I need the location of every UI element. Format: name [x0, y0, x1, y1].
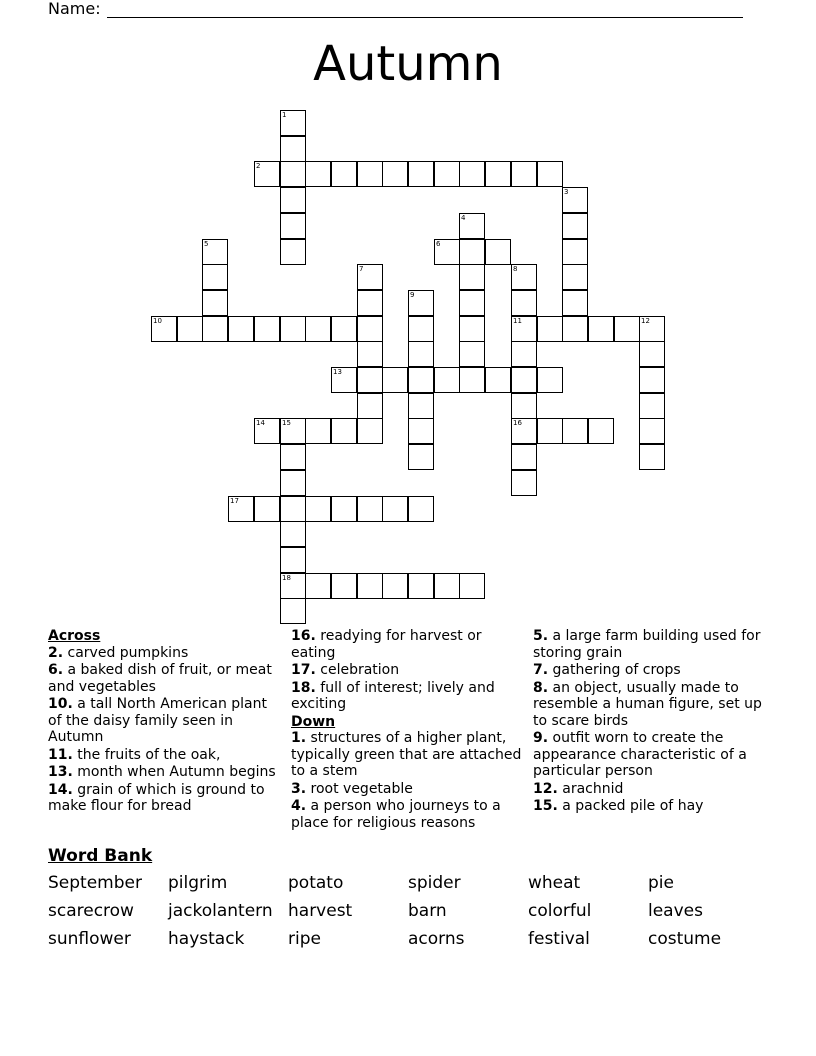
clue-across-11: 11. the fruits of the oak, [48, 746, 221, 763]
word-bank-item: scarecrow [48, 901, 134, 921]
clue-down-15: 15. a packed pile of hay [533, 798, 704, 814]
word-bank-item: costume [648, 929, 722, 949]
across-heading: Across [48, 628, 101, 644]
crossword-cell[interactable] [511, 367, 537, 393]
clue-number: 18 [282, 574, 291, 582]
clue-number: 7 [359, 265, 364, 273]
crossword-cell[interactable] [562, 239, 588, 265]
crossword-cell[interactable] [280, 598, 306, 624]
word-bank-item: festival [528, 929, 590, 949]
crossword-cell[interactable] [280, 110, 306, 136]
crossword-cell[interactable] [177, 316, 203, 342]
crossword-cell[interactable] [511, 341, 537, 367]
clue-across-16: 16. readying for harvest or eating [291, 628, 482, 661]
clue-number: 14 [256, 419, 265, 427]
clue-across-17: 17. celebration [291, 662, 400, 678]
clue-number: 13 [333, 368, 342, 376]
word-bank-item: acorns [408, 929, 465, 949]
crossword-cell[interactable] [485, 239, 511, 265]
crossword-cell[interactable] [459, 264, 485, 290]
crossword-cell[interactable] [408, 316, 434, 342]
crossword-cell[interactable] [305, 496, 331, 522]
crossword-cell[interactable] [459, 239, 485, 265]
word-bank-item: harvest [288, 901, 353, 921]
crossword-cell[interactable] [280, 521, 306, 547]
clue-down-12: 12. arachnid [533, 780, 624, 797]
word-bank-item: leaves [648, 901, 703, 921]
crossword-cell[interactable] [408, 496, 434, 522]
crossword-cell[interactable] [408, 161, 434, 187]
crossword-cell[interactable] [382, 367, 408, 393]
crossword-cell[interactable] [459, 161, 485, 187]
crossword-cell[interactable] [588, 316, 614, 342]
crossword-cell[interactable] [562, 187, 588, 213]
clue-number: 16 [513, 419, 522, 427]
crossword-cell[interactable] [408, 341, 434, 367]
crossword-cell[interactable] [202, 316, 228, 342]
crossword-cell[interactable] [305, 418, 331, 444]
crossword-cell[interactable] [511, 290, 537, 316]
crossword-cell[interactable] [357, 573, 383, 599]
clue-down-8: 8. an object, usually made to resemble a human figure, set up to scare birds [533, 679, 762, 729]
clues-column-1 [48, 628, 280, 816]
crossword-cell[interactable] [639, 316, 665, 342]
crossword-cell[interactable] [511, 418, 537, 444]
clue-number: 11 [513, 317, 522, 325]
clue-number: 12 [641, 317, 650, 325]
clues-column-2 [291, 628, 523, 832]
crossword-cell[interactable] [202, 239, 228, 265]
crossword-cell[interactable] [537, 367, 563, 393]
crossword-cell[interactable] [280, 573, 306, 599]
crossword-cell[interactable] [434, 573, 460, 599]
clue-number: 5 [204, 240, 209, 248]
crossword-cell[interactable] [357, 161, 383, 187]
crossword-cell[interactable] [511, 444, 537, 470]
crossword-cell[interactable] [485, 367, 511, 393]
crossword-cell[interactable] [408, 573, 434, 599]
clue-across-14: 14. grain of which is ground to make flour for bread [48, 781, 265, 814]
word-bank-item: wheat [528, 873, 581, 893]
crossword-cell[interactable] [280, 418, 306, 444]
word-bank-item: pilgrim [168, 873, 228, 893]
crossword-cell[interactable] [331, 367, 357, 393]
clue-across-10: 10. a tall North American plant of the daisy family seen in Autumn [48, 696, 267, 745]
crossword-cell[interactable] [562, 418, 588, 444]
clue-down-1: 1. structures of a higher plant, typically green that are attached to a stem [291, 730, 522, 779]
crossword-cell[interactable] [614, 316, 640, 342]
crossword-cell[interactable] [459, 213, 485, 239]
word-bank-item: September [48, 873, 142, 893]
crossword-cell[interactable] [562, 290, 588, 316]
crossword-cell[interactable] [382, 161, 408, 187]
crossword-cell[interactable] [408, 393, 434, 419]
crossword-cell[interactable] [511, 470, 537, 496]
crossword-cell[interactable] [305, 573, 331, 599]
word-bank-title: Word Bank [48, 846, 153, 866]
crossword-cell[interactable] [331, 161, 357, 187]
clue-down-9: 9. outfit worn to create the appearance characteristic of a particular person [533, 730, 747, 779]
crossword-cell[interactable] [254, 496, 280, 522]
crossword-cell[interactable] [305, 316, 331, 342]
crossword-cell[interactable] [459, 290, 485, 316]
clue-number: 15 [282, 419, 291, 427]
crossword-cell[interactable] [511, 161, 537, 187]
crossword-cell[interactable] [408, 444, 434, 470]
clue-down-5: 5. a large farm building used for storing grain [533, 628, 761, 661]
crossword-cell[interactable] [202, 290, 228, 316]
crossword-cell[interactable] [331, 316, 357, 342]
crossword-cell[interactable] [254, 418, 280, 444]
crossword-cell[interactable] [357, 496, 383, 522]
crossword-cell[interactable] [562, 213, 588, 239]
clue-number: 17 [230, 497, 239, 505]
crossword-cell[interactable] [280, 547, 306, 573]
crossword-cell[interactable] [280, 239, 306, 265]
crossword-cell[interactable] [459, 573, 485, 599]
crossword-cell[interactable] [434, 239, 460, 265]
crossword-cell[interactable] [639, 393, 665, 419]
crossword-cell[interactable] [639, 444, 665, 470]
crossword-cell[interactable] [357, 418, 383, 444]
crossword-cell[interactable] [357, 290, 383, 316]
crossword-cell[interactable] [639, 418, 665, 444]
crossword-cell[interactable] [459, 367, 485, 393]
crossword-cell[interactable] [280, 470, 306, 496]
crossword-cell[interactable] [562, 264, 588, 290]
crossword-cell[interactable] [254, 316, 280, 342]
crossword-cell[interactable] [331, 418, 357, 444]
word-bank-item: jackolantern [168, 901, 273, 921]
clues-column-3 [533, 628, 773, 816]
word-bank-item: spider [408, 873, 461, 893]
word-bank-item: colorful [528, 901, 592, 921]
crossword-cell[interactable] [588, 418, 614, 444]
crossword-cell[interactable] [202, 264, 228, 290]
crossword-cell[interactable] [459, 316, 485, 342]
crossword-cell[interactable] [537, 161, 563, 187]
clue-number: 4 [461, 214, 466, 222]
clue-number: 1 [282, 111, 287, 119]
down-heading: Down [291, 713, 336, 730]
word-bank-item: pie [648, 873, 674, 893]
crossword-cell[interactable] [459, 341, 485, 367]
crossword-cell[interactable] [357, 341, 383, 367]
name-label: Name: [48, 0, 101, 18]
crossword-cell[interactable] [562, 316, 588, 342]
word-bank-item: ripe [288, 929, 321, 949]
clue-number: 6 [436, 240, 441, 248]
crossword-cell[interactable] [228, 316, 254, 342]
crossword-cell[interactable] [511, 316, 537, 342]
crossword-cell[interactable] [537, 418, 563, 444]
crossword-cell[interactable] [639, 367, 665, 393]
crossword-cell[interactable] [639, 341, 665, 367]
clue-across-13: 13. month when Autumn begins [48, 764, 276, 780]
crossword-cell[interactable] [280, 136, 306, 162]
crossword-cell[interactable] [485, 161, 511, 187]
word-bank [48, 872, 768, 950]
crossword-cell[interactable] [511, 393, 537, 419]
crossword-cell[interactable] [382, 573, 408, 599]
crossword-cell[interactable] [537, 316, 563, 342]
crossword-cell[interactable] [280, 187, 306, 213]
clue-number: 9 [410, 291, 415, 299]
crossword-cell[interactable] [382, 496, 408, 522]
clue-number: 8 [513, 265, 518, 273]
clue-number: 2 [256, 162, 261, 170]
crossword-cell[interactable] [357, 367, 383, 393]
word-bank-item: sunflower [48, 929, 131, 949]
crossword-cell[interactable] [357, 264, 383, 290]
crossword-cell[interactable] [228, 496, 254, 522]
crossword-cell[interactable] [280, 444, 306, 470]
word-bank-item: potato [288, 873, 344, 893]
crossword-cell[interactable] [151, 316, 177, 342]
clue-down-4: 4. a person who journeys to a place for religious reasons [291, 798, 501, 831]
page-title: Autumn [313, 36, 503, 92]
crossword-cell[interactable] [434, 367, 460, 393]
crossword-cell[interactable] [305, 161, 331, 187]
crossword-cell[interactable] [408, 418, 434, 444]
crossword-cell[interactable] [357, 393, 383, 419]
clue-down-3: 3. root vegetable [291, 780, 413, 797]
clue-number: 3 [564, 188, 569, 196]
crossword-cell[interactable] [408, 290, 434, 316]
crossword-cell[interactable] [254, 161, 280, 187]
crossword-cell[interactable] [331, 573, 357, 599]
clue-across-2: 2. carved pumpkins [48, 644, 189, 661]
crossword-cell[interactable] [280, 316, 306, 342]
crossword-cell[interactable] [434, 161, 460, 187]
crossword-cell[interactable] [280, 161, 306, 187]
crossword-cell[interactable] [511, 264, 537, 290]
crossword-cell[interactable] [280, 496, 306, 522]
clue-down-7: 7. gathering of crops [533, 662, 681, 678]
word-bank-item: barn [408, 901, 447, 921]
crossword-cell[interactable] [357, 316, 383, 342]
clue-across-6: 6. a baked dish of fruit, or meat and vegetables [48, 662, 272, 695]
word-bank-item: haystack [168, 929, 245, 949]
crossword-cell[interactable] [331, 496, 357, 522]
clue-number: 10 [153, 317, 162, 325]
crossword-cell[interactable] [280, 213, 306, 239]
crossword-cell[interactable] [408, 367, 434, 393]
clue-across-18: 18. full of interest; lively and exciting [291, 679, 495, 712]
